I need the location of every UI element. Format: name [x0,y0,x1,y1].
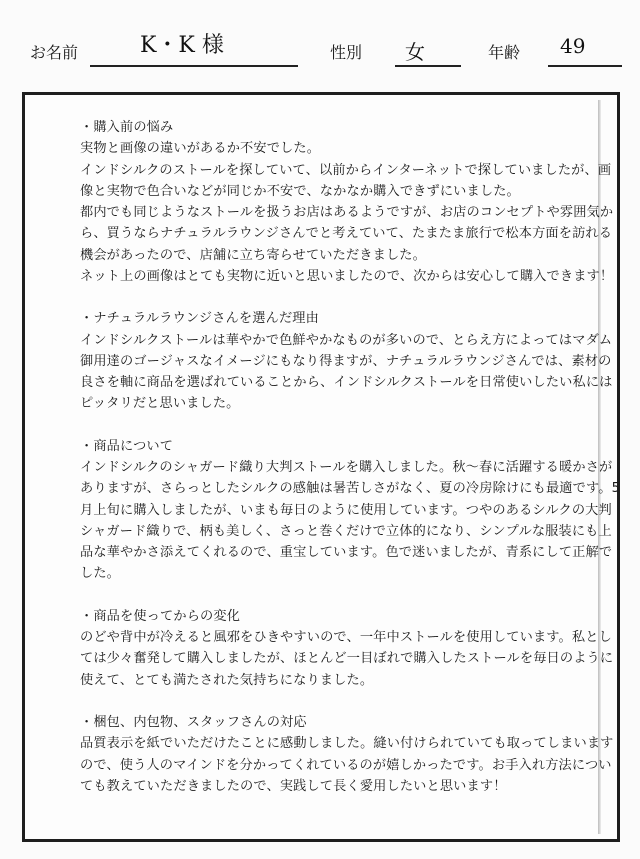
section-line: 良さを軸に商品を選ばれていることから、インドシルクストールを日常使いしたい私には [80,375,613,390]
section-line: インドシルクストールは華やかで色鮮やかなものが多いので、とらえ方によってはマダム [80,332,613,348]
section-line: 使えて、とても満たされた気持ちになりました。 [80,672,374,688]
age-value: 49 [560,34,586,58]
section [80,436,620,606]
section-line: のどや背中が冷えると風邪をひきやすいので、一年中ストールを使用しています。私とし [80,630,612,645]
section-line: ピッタリだと思いました。 [80,396,240,412]
section-line: 機会があったので、店舗に立ち寄らせていただきました。 [80,247,426,263]
blank-line [80,415,620,436]
section-line: 品な華やかさ添えてくれるので、重宝しています。色で迷いましたが、青系にして正解で [80,545,613,560]
section-heading: ・購入前の悩み [80,120,174,135]
section-heading: ・商品について [80,438,174,454]
blank-line [80,287,620,308]
section [80,308,620,436]
section-line: ても教えていただきましたので、実践して長く愛用したいと思います！ [80,778,507,794]
section-line: 都内でも同じようなストールを扱うお店はあるようですが、お店のコンセプトや雰囲気か [80,205,614,220]
gender-underline [395,65,461,67]
section-line: 像と実物で色合いなどが同じか不安で、なかなか購入できずにいました。 [80,183,520,199]
age-label: 年齢 [488,43,521,62]
name-underline [90,65,298,67]
section-line: 月上旬に購入しましたが、いまも毎日のように使用しています。つやのあるシルクの大判 [80,502,612,518]
section-line: 実物と画像の違いがあるか不安でした。 [80,141,321,157]
name-label: お名前 [30,43,79,62]
section-line: インドシルクのシャガード織り大判ストールを購入しました。秋〜春に活躍する暖かさが [80,460,613,475]
section [80,712,620,797]
section-heading: ・梱包、内包物、スタッフさんの対応 [80,715,307,730]
name-value: K・K 様 [140,33,224,58]
gender-label: 性別 [330,43,363,62]
age-underline [548,65,622,67]
section-line: ので、使う人のマインドを分かってくれているのが嬉しかったです。お手入れ方法につい [80,757,612,773]
comment-text [80,117,620,797]
section-line: シャガード織りで、柄も美しく、さっと巻くだけで立体的になり、シンプルな服装にも上 [80,523,612,539]
blank-line [80,585,620,606]
section-line: ネット上の画像はとても実物に近いと思いましたので、次からは安心して購入できます！ [80,268,614,284]
section [80,117,620,308]
blank-line [80,691,620,712]
section-line: ては少々奮発して購入しましたが、ほとんど一目ぼれで購入したストールを毎日のように [80,651,614,667]
section-line: ありますが、さらっとしたシルクの感触は暑苦しさがなく、夏の冷房除けにも最適です。5 [80,481,621,497]
section-heading: ・商品を使ってからの変化 [80,608,241,624]
section-heading: ・ナチュラルラウンジさんを選んだ理由 [80,311,319,327]
section-line: ら、買うならナチュラルラウンジさんでと考えていて、たまたま旅行で松本方面を訪れる [80,226,613,242]
section-line: 御用達のゴージャスなイメージにもなり得ますが、ナチュラルラウンジさんでは、素材の [80,353,612,369]
section-line: した。 [80,566,121,582]
section-line: インドシルクのストールを探していて、以前からインターネットで探していましたが、画 [80,162,612,178]
gender-value: 女 [405,40,425,64]
section-line: 品質表示を紙でいただけたことに感動しました。縫い付けられていても取ってしまいます [80,736,614,752]
section [80,606,620,712]
